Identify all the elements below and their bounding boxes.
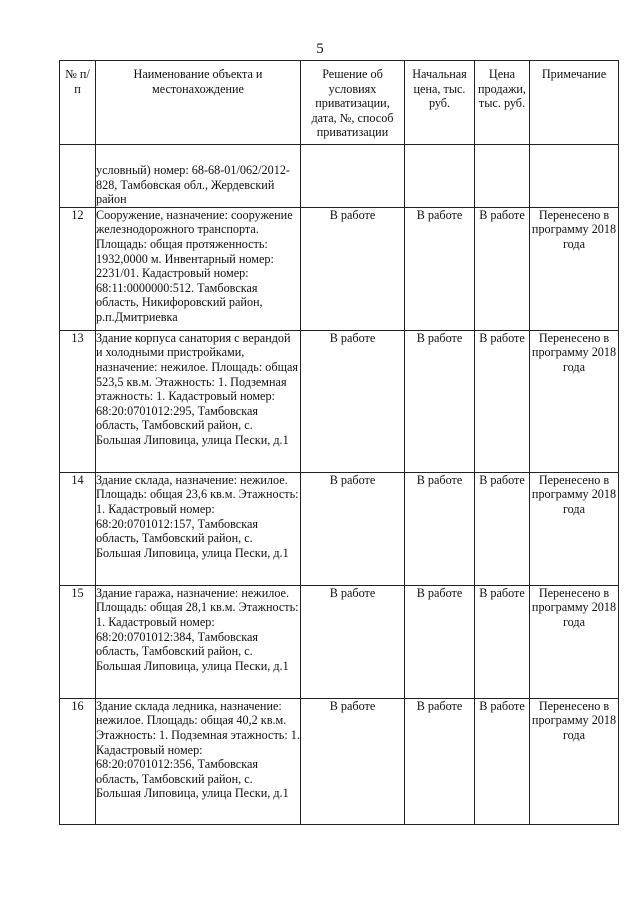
cell-note: Перенесено в программу 2018 года [530,207,619,330]
cell-description: Здание склада ледника, назначение: нежилое. Площадь: общая 40,2 кв.м. Этажность: 1. Подземная этажность: 1. Кадастровый номер: 68:20:0701012:356, Тамбовская область, Тамбовский район, с. Большая Липовица, улица Пески, д.1 [96,698,301,824]
cell-sale-price: В работе [475,330,530,472]
cell-initial-price: В работе [405,698,475,824]
cell-decision: В работе [301,698,405,824]
table-row-continuation [60,145,619,208]
cell-description: Сооружение, назначение: сооружение железнодорожного транспорта. Площадь: общая протяженность: 1932,0000 м. Инвентарный номер: 2231/01. Кадастровый номер: 68:11:0000000:512. Тамбовская область, Никифоровский район, р.п.Дмитриевка [96,207,301,330]
cell-decision [301,145,405,208]
cell-num: 16 [60,698,96,824]
cell-note: Перенесено в программу 2018 года [530,585,619,698]
header-sale-price: Цена продажи, тыс. руб. [475,61,530,145]
cell-description: условный) номер: 68-68-01/062/2012-828, Тамбовская обл., Жердевский район [96,145,301,208]
cell-initial-price: В работе [405,585,475,698]
cell-initial-price: В работе [405,330,475,472]
cell-num: 12 [60,207,96,330]
header-note: Примечание [530,61,619,145]
cell-description: Здание корпуса санатория с верандой и холодными пристройками, назначение: нежилое. Площадь: общая 523,5 кв.м. Этажность: 1. Подземная этажность: 1. Кадастровый номер: 68:20:0701012:295, Тамбовская область, Тамбовский район, с. Большая Липовица, улица Пески, д.1 [96,330,301,472]
table-row [60,698,619,824]
cell-num: 13 [60,330,96,472]
header-decision: Решение об условиях приватизации, дата, №, способ приватизации [301,61,405,145]
table-row [60,207,619,330]
cell-description: Здание склада, назначение: нежилое. Площадь: общая 23,6 кв.м. Этажность: 1. Кадастровый номер: 68:20:0701012:157, Тамбовская область, Тамбовский район, с. Большая Липовица, улица Пески, д.1 [96,472,301,585]
cell-sale-price [475,145,530,208]
cell-num: 14 [60,472,96,585]
cell-note: Перенесено в программу 2018 года [530,330,619,472]
cell-note [530,145,619,208]
cell-decision: В работе [301,330,405,472]
cell-decision: В работе [301,207,405,330]
header-initial-price: Начальная цена, тыс. руб. [405,61,475,145]
cell-num [60,145,96,208]
cell-sale-price: В работе [475,207,530,330]
cell-initial-price: В работе [405,472,475,585]
cell-decision: В работе [301,585,405,698]
table-row [60,472,619,585]
header-num: № п/п [60,61,96,145]
cell-decision: В работе [301,472,405,585]
cell-note: Перенесено в программу 2018 года [530,698,619,824]
cell-sale-price: В работе [475,585,530,698]
cell-num: 15 [60,585,96,698]
page-number: 5 [316,41,324,57]
table-header-row [60,61,619,145]
header-name: Наименование объекта и местонахождение [96,61,301,145]
cell-description: Здание гаража, назначение: нежилое. Площадь: общая 28,1 кв.м. Этажность: 1. Кадастровый номер: 68:20:0701012:384, Тамбовская область, Тамбовский район, с. Большая Липовица, улица Пески, д.1 [96,585,301,698]
cell-note: Перенесено в программу 2018 года [530,472,619,585]
privatization-table [59,60,619,825]
cell-sale-price: В работе [475,472,530,585]
table-row [60,585,619,698]
cell-sale-price: В работе [475,698,530,824]
cell-initial-price: В работе [405,207,475,330]
cell-initial-price [405,145,475,208]
table-row [60,330,619,472]
